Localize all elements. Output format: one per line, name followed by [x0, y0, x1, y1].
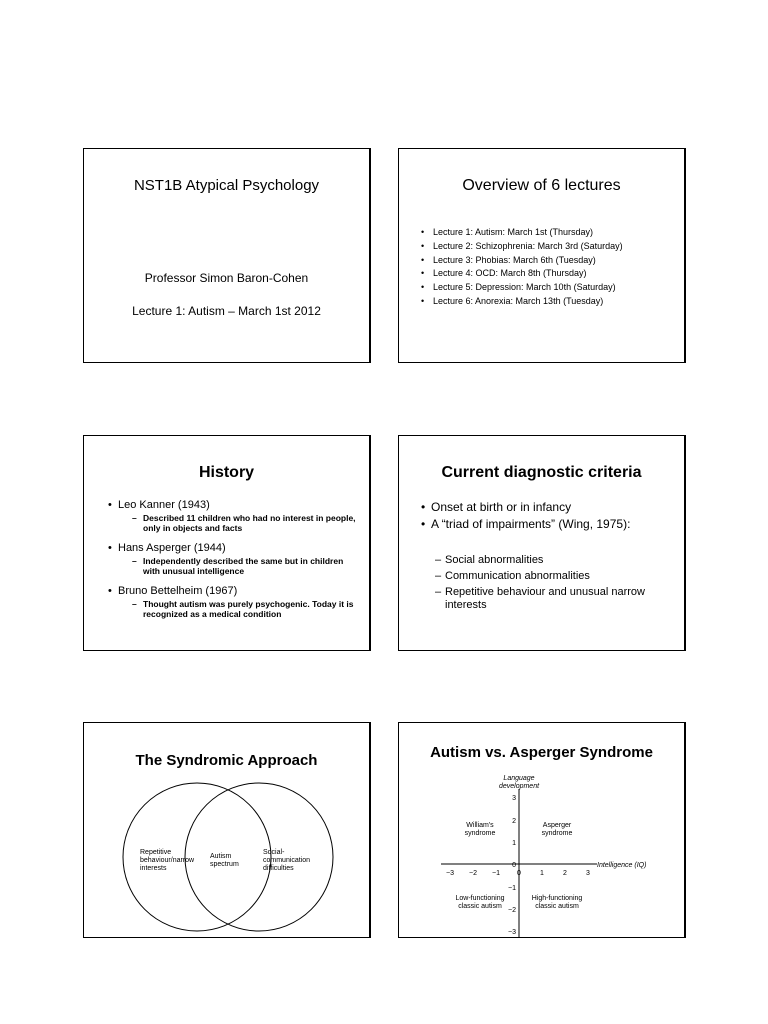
slide-overview [398, 148, 686, 363]
list-item [108, 499, 359, 533]
professor-name: Professor Simon Baron-Cohen [144, 271, 309, 285]
quadrant-top-left-1: William's [466, 822, 494, 829]
slide-5-title: The Syndromic Approach [135, 752, 318, 769]
list-item: • Lecture 1: Autism: March 1st (Thursday) [421, 226, 623, 240]
x-axis-label: Intelligence (IQ) [597, 862, 647, 869]
y-tick: 3 [512, 795, 516, 802]
quadrant-bottom-left-1: Low-functioning [455, 895, 505, 902]
y-tick: −3 [508, 929, 516, 936]
list-item [108, 542, 359, 576]
quadrant-top-right-2: syndrome [541, 830, 573, 837]
quadrant-bottom-right-2: classic autism [535, 903, 579, 910]
slide-6-title: Autism vs. Asperger Syndrome [430, 744, 653, 761]
list-item: – Communication abnormalities [435, 570, 655, 583]
quadrant-bottom-right-1: High-functioning [531, 895, 583, 902]
quadrant-top-left-2: syndrome [464, 830, 496, 837]
y-tick: −2 [508, 907, 516, 914]
history-main: • Bruno Bettelheim (1967) [108, 585, 359, 597]
slide-history [83, 435, 371, 651]
history-sub: – Described 11 children who had no interest in people, only in objects and facts [143, 513, 359, 533]
slide-1-title: NST1B Atypical Psychology [133, 177, 320, 194]
list-item: • Onset at birth or in infancy [421, 499, 630, 516]
venn-left-label: Repetitive behaviour/narrow interests [140, 849, 195, 872]
list-item: • Lecture 6: Anorexia: March 13th (Tuesday) [421, 295, 623, 309]
venn-right-label: Social-communication difficulties [263, 849, 311, 872]
x-tick: 3 [586, 870, 590, 877]
history-sub: – Independently described the same but in children with unusual intelligence [143, 556, 359, 576]
quadrant-bottom-left-2: classic autism [458, 903, 502, 910]
list-item: • Lecture 2: Schizophrenia: March 3rd (Saturday) [421, 240, 623, 254]
y-axis-label-2: development [498, 783, 540, 790]
history-main: • Hans Asperger (1944) [108, 542, 359, 554]
slide-syndromic-approach [83, 722, 371, 938]
x-tick: −2 [469, 870, 477, 877]
lecture-list [421, 226, 623, 309]
list-item: – Repetitive behaviour and unusual narrow interests [435, 586, 655, 612]
history-list [108, 499, 359, 628]
venn-center-label: Autism spectrum [210, 853, 239, 868]
list-item: • Lecture 4: OCD: March 8th (Thursday) [421, 267, 623, 281]
slide-3-title: History [198, 464, 255, 481]
slide-4-title: Current diagnostic criteria [441, 464, 642, 481]
venn-diagram [84, 723, 370, 937]
criteria-bullets [421, 499, 630, 533]
y-tick: 0 [512, 862, 516, 869]
x-tick: 0 [517, 870, 521, 877]
x-tick: 2 [563, 870, 567, 877]
quadrant-top-right-1: Asperger [542, 822, 572, 829]
y-tick: 1 [512, 840, 516, 847]
criteria-subitems [435, 554, 655, 615]
y-tick: −1 [508, 885, 516, 892]
slide-diagnostic-criteria [398, 435, 686, 651]
list-item: • A “triad of impairments” (Wing, 1975): [421, 516, 630, 533]
list-item: • Lecture 5: Depression: March 10th (Saturday) [421, 281, 623, 295]
list-item [108, 585, 359, 619]
y-tick: 2 [512, 818, 516, 825]
y-axis-label-1: Language [503, 775, 535, 782]
list-item: • Lecture 3: Phobias: March 6th (Tuesday) [421, 254, 623, 268]
x-tick: 1 [540, 870, 544, 877]
x-tick: −3 [446, 870, 454, 877]
lecture-info: Lecture 1: Autism – March 1st 2012 [132, 304, 321, 318]
slide-autism-vs-asperger [398, 722, 686, 938]
x-tick: −1 [492, 870, 500, 877]
slide-2-title: Overview of 6 lectures [462, 177, 621, 194]
history-main: • Leo Kanner (1943) [108, 499, 359, 511]
slide-title [83, 148, 371, 363]
list-item: – Social abnormalities [435, 554, 655, 567]
history-sub: – Thought autism was purely psychogenic. Today it is recognized as a medical condition [143, 599, 359, 619]
quadrant-chart [399, 723, 685, 937]
